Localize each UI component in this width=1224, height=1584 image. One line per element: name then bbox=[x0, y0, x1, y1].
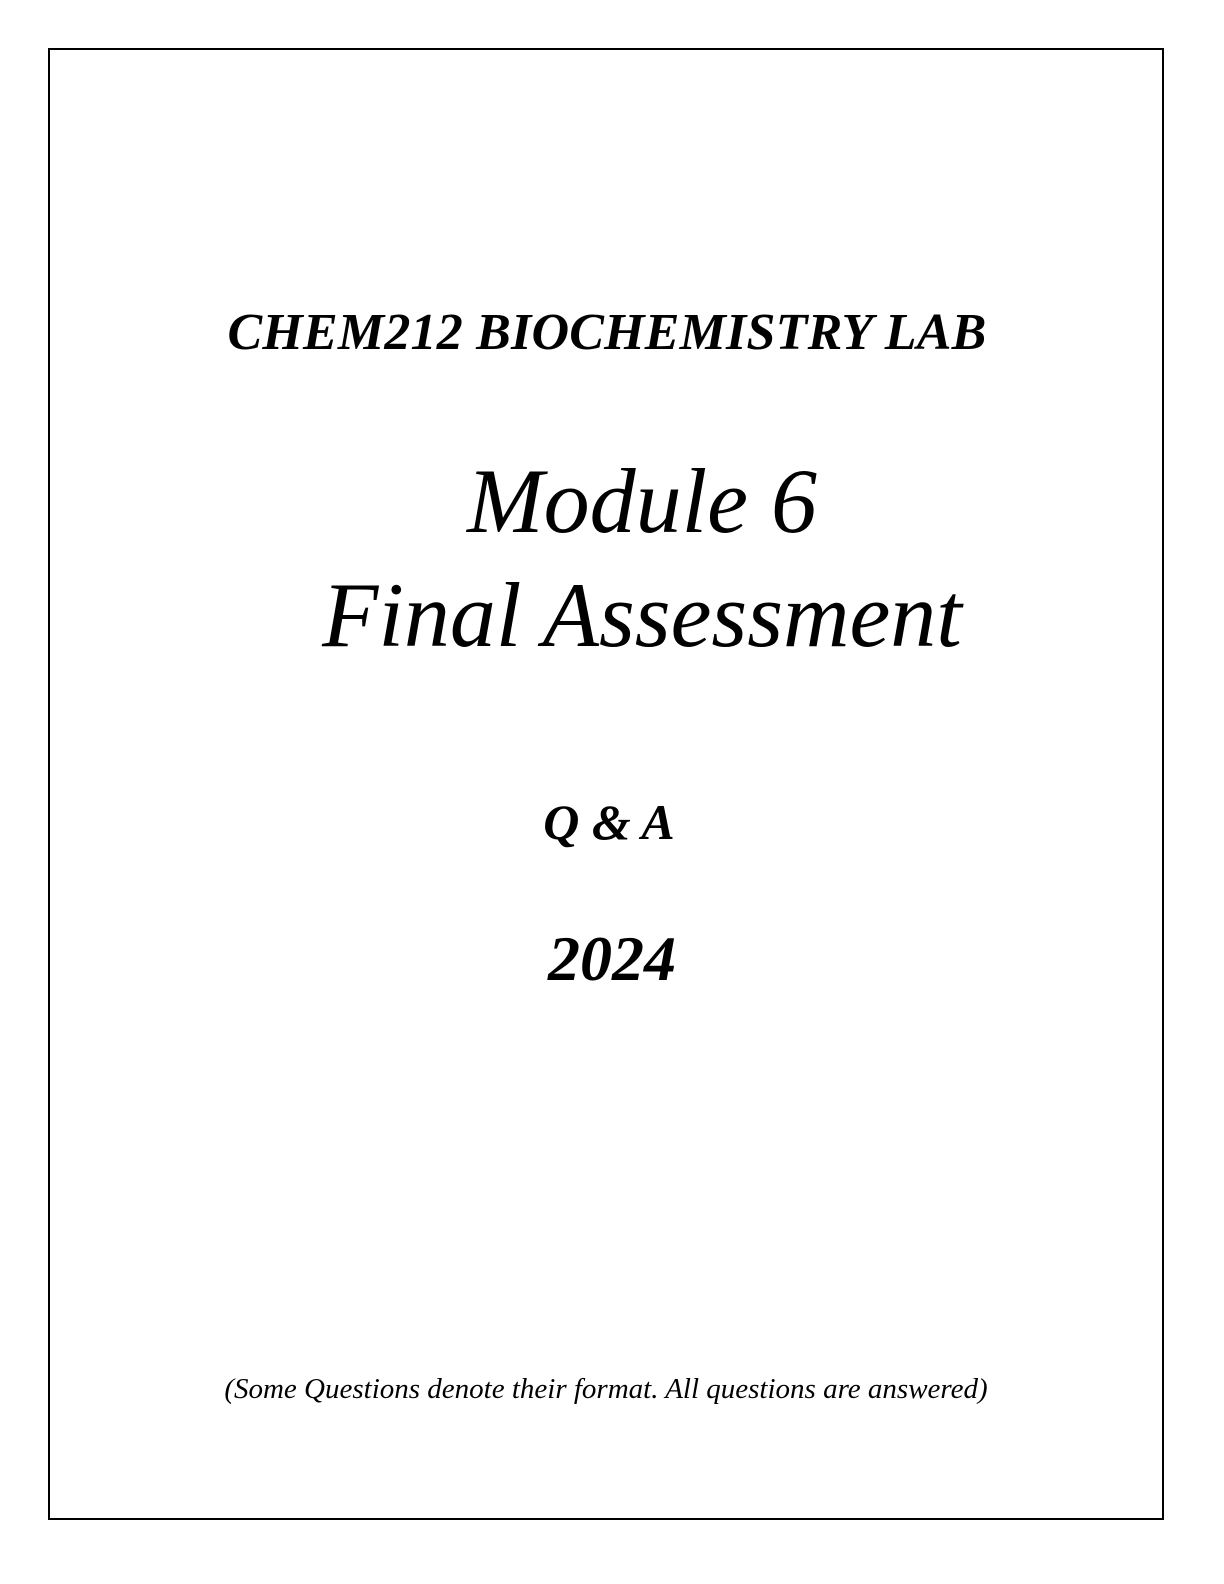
footnote: (Some Questions denote their format. All questions are answered) bbox=[224, 1373, 988, 1405]
page-border bbox=[48, 48, 1164, 1520]
year-label: 2024 bbox=[548, 923, 676, 994]
module-title: Module 6 bbox=[466, 450, 818, 552]
qa-label: Q & A bbox=[543, 794, 675, 850]
course-title: CHEM212 BIOCHEMISTRY LAB bbox=[227, 304, 987, 361]
assessment-title: Final Assessment bbox=[322, 564, 962, 666]
